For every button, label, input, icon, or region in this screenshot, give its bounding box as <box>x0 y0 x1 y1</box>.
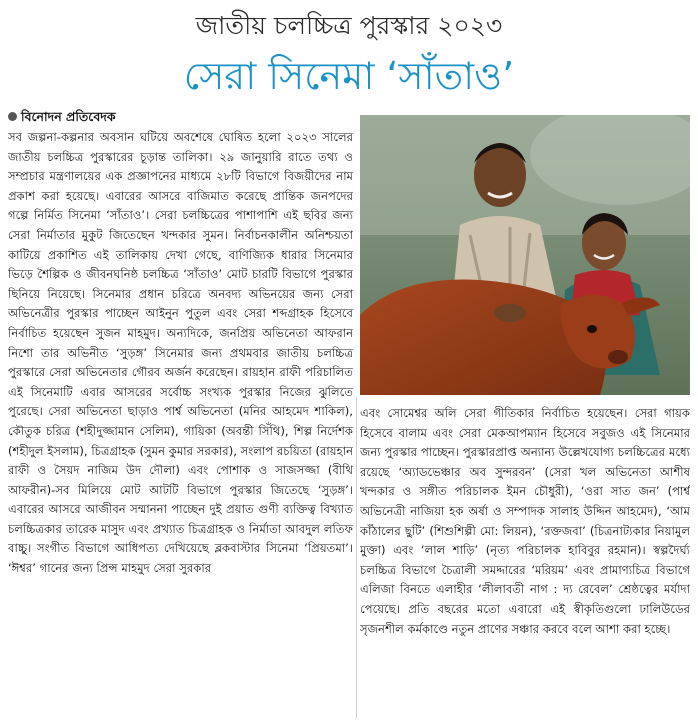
film-still-photo <box>360 115 690 395</box>
byline <box>8 108 116 126</box>
bullet-icon <box>8 112 17 121</box>
article-body-left <box>8 128 353 718</box>
byline-text: বিনোদন প্রতিবেদক <box>21 109 116 124</box>
article-kicker: জাতীয় চলচ্চিত্র পুরস্কার ২০২৩ <box>195 11 503 40</box>
article-body-right <box>360 404 690 718</box>
column-divider <box>356 398 357 718</box>
photo-illustration <box>360 115 690 395</box>
article-paragraph: সব জল্পনা-কল্পনার অবসান ঘটিয়ে অবশেষে ঘোষিত হলো ২০২৩ সালের জাতীয় চলচ্চিত্র পুরস্কারের চূড়ান্ত তালিকা। ২৯ জানুয়ারি রাতে তথ্য ও সম্প্রচার মন্ত্রণালয়ের এক প্রজ্ঞাপনের মাধ্যমে ২৮টি বিভাগে বিজয়ীদের নাম প্রকাশ করা হয়েছে। এবারের আসরে বাজিমাত করেছে প্রান্তিক জনপদের গল্পে নির্মিত সিনেমা ‘সাঁতাও’। সেরা চলচ্চিত্রের পাশাপাশি এই ছবির জন্য সেরা নির্মাতার মুকুট জিতেছেন খন্দকার সুমন। নির্বাচনকালীন অনিশ্চয়তা কাটিয়ে প্রকাশিত এই তালিকায় দেখা গেছে, বাণিজ্যিক ধারার সিনেমার ভিড়ে শৈল্পিক ও জীবনঘনিষ্ঠ চলচ্চিত্র ‘সাঁতাও’ মোট চারটি বিভাগে পুরস্কার ছিনিয়ে নিয়েছে। সিনেমার প্রধান চরিত্রে অনবদ্য অভিনয়ের জন্য সেরা অভিনেত্রীর পুরস্কার পাচ্ছেন আইনুন পুতুল এবং সেরা শব্দগ্রাহক হিসেবে নির্বাচিত হয়েছেন সুজন মাহমুদ। অন্যদিকে, জনপ্রিয় অভিনেতা আফরান নিশো তার অভিনীত ‘সুড়ঙ্গ’ সিনেমার জন্য প্রথমবার জাতীয় চলচ্চিত্র পুরস্কারে সেরা অভিনেতার গৌরব অর্জন করেছেন। রায়হান রাফী পরিচালিত এই সিনেমাটি এবার আসরের সর্বোচ্চ সংখ্যক পুরস্কার নিজের ঝুলিতে পুরেছে। সেরা অভিনেতা ছাড়াও পার্শ্ব অভিনেতা (মনির আহমেদ শাকিল), কৌতুক চরিত্র (শহীদুজ্জামান সেলিম), গায়িকা (অবন্তী সিঁথি), শিল্প নির্দেশক (শহীদুল ইসলাম), চিত্রগ্রাহক (সুমন কুমার সরকার), সংলাপ রচয়িতা (রায়হান রাফী ও সৈয়দ নাজিম উদ দৌলা) এবং পোশাক ও সাজসজ্জা (বীথি আফরীন)-সব মিলিয়ে মোট আটটি বিভাগে পুরস্কার জিতেছে ‘সুড়ঙ্গ’। এবারের আসরে আজীবন সম্মাননা পাচ্ছেন দুই প্রয়াত গুণী ব্যক্তিত্ব বিখ্যাত চলচ্চিত্রকার তারেক মাসুদ এবং প্রখ্যাত চিত্রগ্রাহক ও নির্মাতা আবদুল লতিফ বাচ্চু। সংগীত বিভাগে আধিপত্য দেখিয়েছে ব্লকবাস্টার সিনেমা ‘প্রিয়তমা’। ‘ঈশ্বর’ গানের জন্য প্রিন্স মাহমুদ সেরা সুরকার <box>8 130 353 576</box>
article-paragraph: এবং সোমেশ্বর অলি সেরা গীতিকার নির্বাচিত হয়েছেন। সেরা গায়ক হিসেবে বালাম এবং সেরা মেকআপম্যান হিসেবে সবুজও এই সিনেমার জন্য পুরস্কার পাচ্ছেন। পুরস্কারপ্রাপ্ত অন্যান্য উল্লেখযোগ্য চলচ্চিত্রের মধ্যে রয়েছে ‘অ্যাডভেঞ্চার অব সুন্দরবন’ (সেরা খল অভিনেতা আশীষ খন্দকার ও সঙ্গীত পরিচালক ইমন চৌধুরী), ‘ওরা সাত জন’ (পার্শ্ব অভিনেত্রী নাজিয়া হক অর্ষা ও সম্পাদক সালাহ উদ্দিন আহমেদ), ‘আম কাঁঠালের ছুটি’ (শিশুশিল্পী মো: লিয়ন), ‘রক্তজবা’ (চিত্রনাট্যকার নিয়ামুল মুক্তা) এবং ‘লাল শাড়ি’ (নৃত্য পরিচালক হাবিবুর রহমান)। স্বল্পদৈর্ঘ্য চলচ্চিত্র বিভাগে চৈত্রালী সমদ্দারের ‘মরিয়ম’ এবং প্রামাণ্যচিত্র বিভাগে এলিজা বিনতে এলাহীর ‘লীলাবতী নাগ : দ্য রেবেল’ শ্রেষ্ঠত্বের মর্যাদা পেয়েছে। প্রতি বছরের মতো এবারো এই স্বীকৃতিগুলো ঢালিউডের সৃজনশীল কর্মকাণ্ডে নতুন প্রাণের সঞ্চার করবে বলে আশা করা হচ্ছে। <box>360 406 690 636</box>
article-headline: সেরা সিনেমা ‘সাঁতাও’ <box>183 54 515 98</box>
